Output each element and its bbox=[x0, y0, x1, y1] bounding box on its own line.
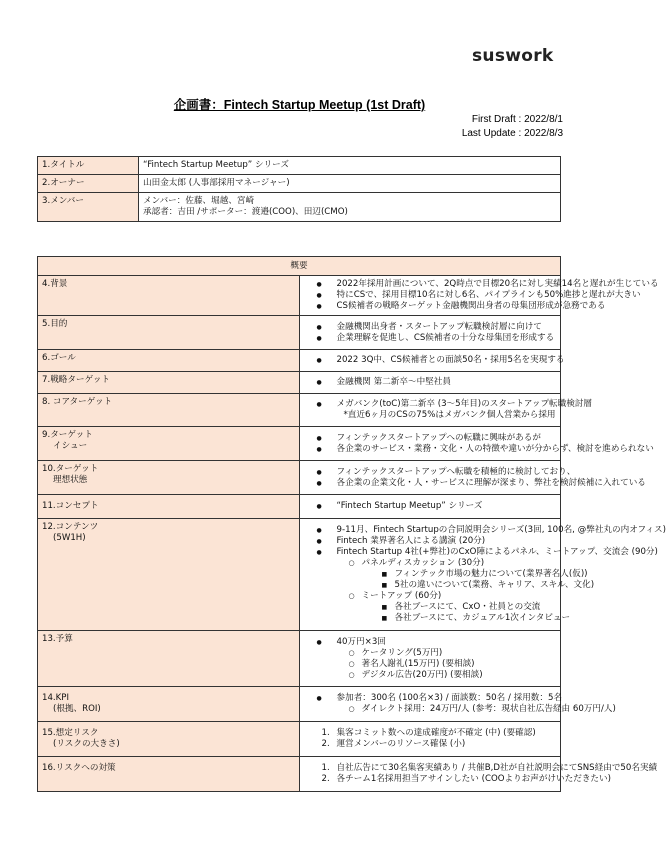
member-label: 3.メンバー bbox=[38, 193, 139, 222]
target-issue-item: ● フィンテックスタートアップへの転職に興味があるが bbox=[304, 433, 557, 444]
goal-label: 6.ゴール bbox=[38, 350, 300, 372]
target-ideal-value bbox=[299, 461, 646, 495]
first-draft-date: First Draft : 2022/8/1 bbox=[471, 114, 563, 125]
goal-item: ● 2022 3Q中、CS候補者との面談50名・採用5名を実現する bbox=[304, 355, 557, 366]
core-target-row bbox=[38, 394, 561, 427]
budget-label: 13.予算 bbox=[38, 631, 300, 687]
concept-item: ● “Fintech Startup Meetup” シリーズ bbox=[304, 501, 557, 512]
budget-item: ● 40万円×3回 bbox=[304, 637, 557, 648]
contents-label bbox=[38, 519, 300, 631]
budget-row bbox=[38, 631, 561, 687]
kpi-value bbox=[299, 687, 616, 722]
countermeasure-text: 自社広告にて30名集客実績あり / 共催B,D社が自社説明会にてSNS経由で50名実績 bbox=[336, 763, 658, 773]
contents-subitem: ○ パネルディスカッション (30分) bbox=[304, 558, 557, 569]
risk-text: 運営メンバーのリソース確保 (小) bbox=[336, 739, 466, 749]
risk-label-line1: 15.想定リスク bbox=[42, 728, 99, 738]
risk-label bbox=[38, 722, 300, 757]
contents-subsubitem: ■ フィンテック市場の魅力について(業界著名人(仮)) bbox=[304, 569, 557, 580]
background-item: ● 特にCSで、採用目標10名に対し6名、パイプラインも50%進捗と遅れが大きい bbox=[304, 290, 557, 301]
contents-label-line1: 12.コンテンツ bbox=[42, 522, 99, 532]
background-value bbox=[299, 276, 659, 316]
member-value bbox=[139, 193, 561, 222]
risk-number: 2. bbox=[321, 739, 330, 749]
kpi-row bbox=[38, 687, 561, 722]
target-issue-label-line2: イシュー bbox=[53, 441, 88, 451]
countermeasure-number: 2. bbox=[321, 774, 330, 784]
owner-row bbox=[38, 175, 561, 193]
goal-row bbox=[38, 350, 561, 372]
target-issue-value bbox=[299, 427, 654, 461]
strategy-target-label: 7.戦略ターゲット bbox=[38, 372, 300, 394]
budget-value bbox=[299, 631, 561, 687]
concept-row bbox=[38, 495, 561, 519]
kpi-label-line2: (根拠、ROI) bbox=[53, 704, 101, 714]
countermeasure-label: 16.リスクへの対策 bbox=[38, 757, 300, 792]
target-ideal-label bbox=[38, 461, 300, 495]
title-row bbox=[38, 157, 561, 175]
purpose-label: 5.目的 bbox=[38, 316, 300, 350]
risk-text: 集客コミット数への達成確度が不確定 (中) (要確認) bbox=[336, 728, 536, 738]
risk-value bbox=[299, 722, 561, 757]
core-target-item: ● メガバンク(toC)第二新卒 (3〜5年目)のスタートアップ転職検討層 bbox=[304, 399, 557, 410]
countermeasure-item bbox=[304, 774, 611, 785]
risk-number: 1. bbox=[321, 728, 330, 738]
budget-subitem: ○ デジタル広告(20万円) (要相談) bbox=[304, 670, 557, 681]
contents-value bbox=[299, 519, 666, 631]
strategy-target-row bbox=[38, 372, 561, 394]
countermeasure-item bbox=[304, 763, 658, 774]
risk-row bbox=[38, 722, 561, 757]
concept-value bbox=[299, 495, 561, 519]
contents-subsubitem: ■ 5社の違いについて(業務、キャリア、スキル、文化) bbox=[304, 580, 557, 591]
countermeasure-row bbox=[38, 757, 561, 792]
target-ideal-label-line1: 10.ターゲット bbox=[42, 464, 99, 474]
contents-item: ● 9-11月、Fintech Startupの合同説明会シリーズ(3回, 100名, @弊社丸の内オフィス) bbox=[304, 525, 557, 536]
overview-table bbox=[37, 256, 666, 792]
countermeasure-number: 1. bbox=[321, 763, 330, 773]
budget-subitem: ○ 著名人謝礼(15万円) (要相談) bbox=[304, 659, 557, 670]
brand-logo: suswork bbox=[472, 46, 554, 66]
overview-header: 概要 bbox=[38, 257, 561, 276]
budget-subitem: ○ ケータリング(5万円) bbox=[304, 648, 557, 659]
contents-subitem: ○ ミートアップ (60分) bbox=[304, 591, 557, 602]
contents-row bbox=[38, 519, 561, 631]
target-ideal-item: ● フィンテックスタートアップへ転職を積極的に検討しており、 bbox=[304, 467, 557, 478]
info-table bbox=[37, 156, 561, 222]
goal-value bbox=[299, 350, 565, 372]
countermeasure-text: 各チーム1名採用担当アサインしたい (COOよりお声がけいただきたい) bbox=[336, 774, 611, 784]
kpi-subitem: ○ ダイレクト採用：24万円/人 (参考：現状自社広告経由 60万円/人) bbox=[304, 704, 557, 715]
owner-label: 2.オーナー bbox=[38, 175, 139, 193]
owner-value: 山田金太郎 (人事部採用マネージャー) bbox=[139, 175, 561, 193]
document-title: 企画書：Fintech Startup Meetup (1st Draft) bbox=[173, 98, 426, 112]
target-issue-label bbox=[38, 427, 300, 461]
core-target-note: *直近6ヶ月のCSの75%はメガバンク個人営業から採用 bbox=[343, 410, 556, 420]
background-row bbox=[38, 276, 561, 316]
overview-header-row bbox=[38, 257, 561, 276]
kpi-item: ● 参加者：300名 (100名×3) / 面談数：50名 / 採用数：5名 bbox=[304, 693, 557, 704]
contents-subsubitem: ■ 各社ブースにて、カジュアル1次インタビュー bbox=[304, 613, 557, 624]
target-issue-row bbox=[38, 427, 561, 461]
approver-line: 承認者：吉田 /サポーター：渡邉(COO)、田辺(CMO) bbox=[143, 207, 348, 217]
kpi-label bbox=[38, 687, 300, 722]
target-ideal-item: ● 各企業の企業文化・人・サービスに理解が深まり、弊社を検討候補に入れている bbox=[304, 478, 557, 489]
contents-subsubitem: ■ 各社ブースにて、CxO・社員との交流 bbox=[304, 602, 557, 613]
target-issue-label-line1: 9.ターゲット bbox=[42, 430, 93, 440]
contents-label-line2: (5W1H) bbox=[53, 533, 86, 543]
target-ideal-row bbox=[38, 461, 561, 495]
purpose-value bbox=[299, 316, 561, 350]
target-issue-item: ● 各企業のサービス・業務・文化・人の特徴や違いが分からず、検討を進められない bbox=[304, 444, 557, 455]
background-label: 4.背景 bbox=[38, 276, 300, 316]
core-target-value bbox=[299, 394, 593, 427]
core-target-label: 8. コアターゲット bbox=[38, 394, 300, 427]
strategy-target-item: ● 金融機関 第二新卒〜中堅社員 bbox=[304, 377, 557, 388]
last-update-date: Last Update : 2022/8/3 bbox=[461, 128, 563, 139]
purpose-row bbox=[38, 316, 561, 350]
contents-item: ● Fintech Startup 4社(+弊社)のCxO陣によるパネル、ミートアップ、交流会 (90分) bbox=[304, 547, 557, 558]
purpose-item: ● 金融機関出身者・スタートアップ転職検討層に向けて bbox=[304, 322, 557, 333]
countermeasure-value bbox=[299, 757, 658, 792]
risk-item bbox=[304, 739, 557, 750]
member-row bbox=[38, 193, 561, 222]
concept-label: 11.コンセプト bbox=[38, 495, 300, 519]
target-ideal-label-line2: 理想状態 bbox=[53, 475, 88, 485]
strategy-target-value bbox=[299, 372, 561, 394]
title-value: “Fintech Startup Meetup” シリーズ bbox=[139, 157, 561, 175]
kpi-label-line1: 14.KPI bbox=[42, 693, 70, 703]
member-line: メンバー：佐藤、堀越、宮崎 bbox=[143, 196, 255, 206]
risk-item bbox=[304, 728, 557, 739]
risk-label-line2: (リスクの大きさ) bbox=[53, 739, 120, 749]
contents-item: ● Fintech 業界著名人による講演 (20分) bbox=[304, 536, 557, 547]
background-item: ● 2022年採用計画について、2Q時点で目標20名に対し実績14名と遅れが生じている bbox=[304, 279, 557, 290]
title-label: 1.タイトル bbox=[38, 157, 139, 175]
background-item: ● CS候補者の戦略ターゲット金融機関出身者の母集団形成が急務である bbox=[304, 301, 557, 312]
purpose-item: ● 企業理解を促進し、CS候補者の十分な母集団を形成する bbox=[304, 333, 557, 344]
